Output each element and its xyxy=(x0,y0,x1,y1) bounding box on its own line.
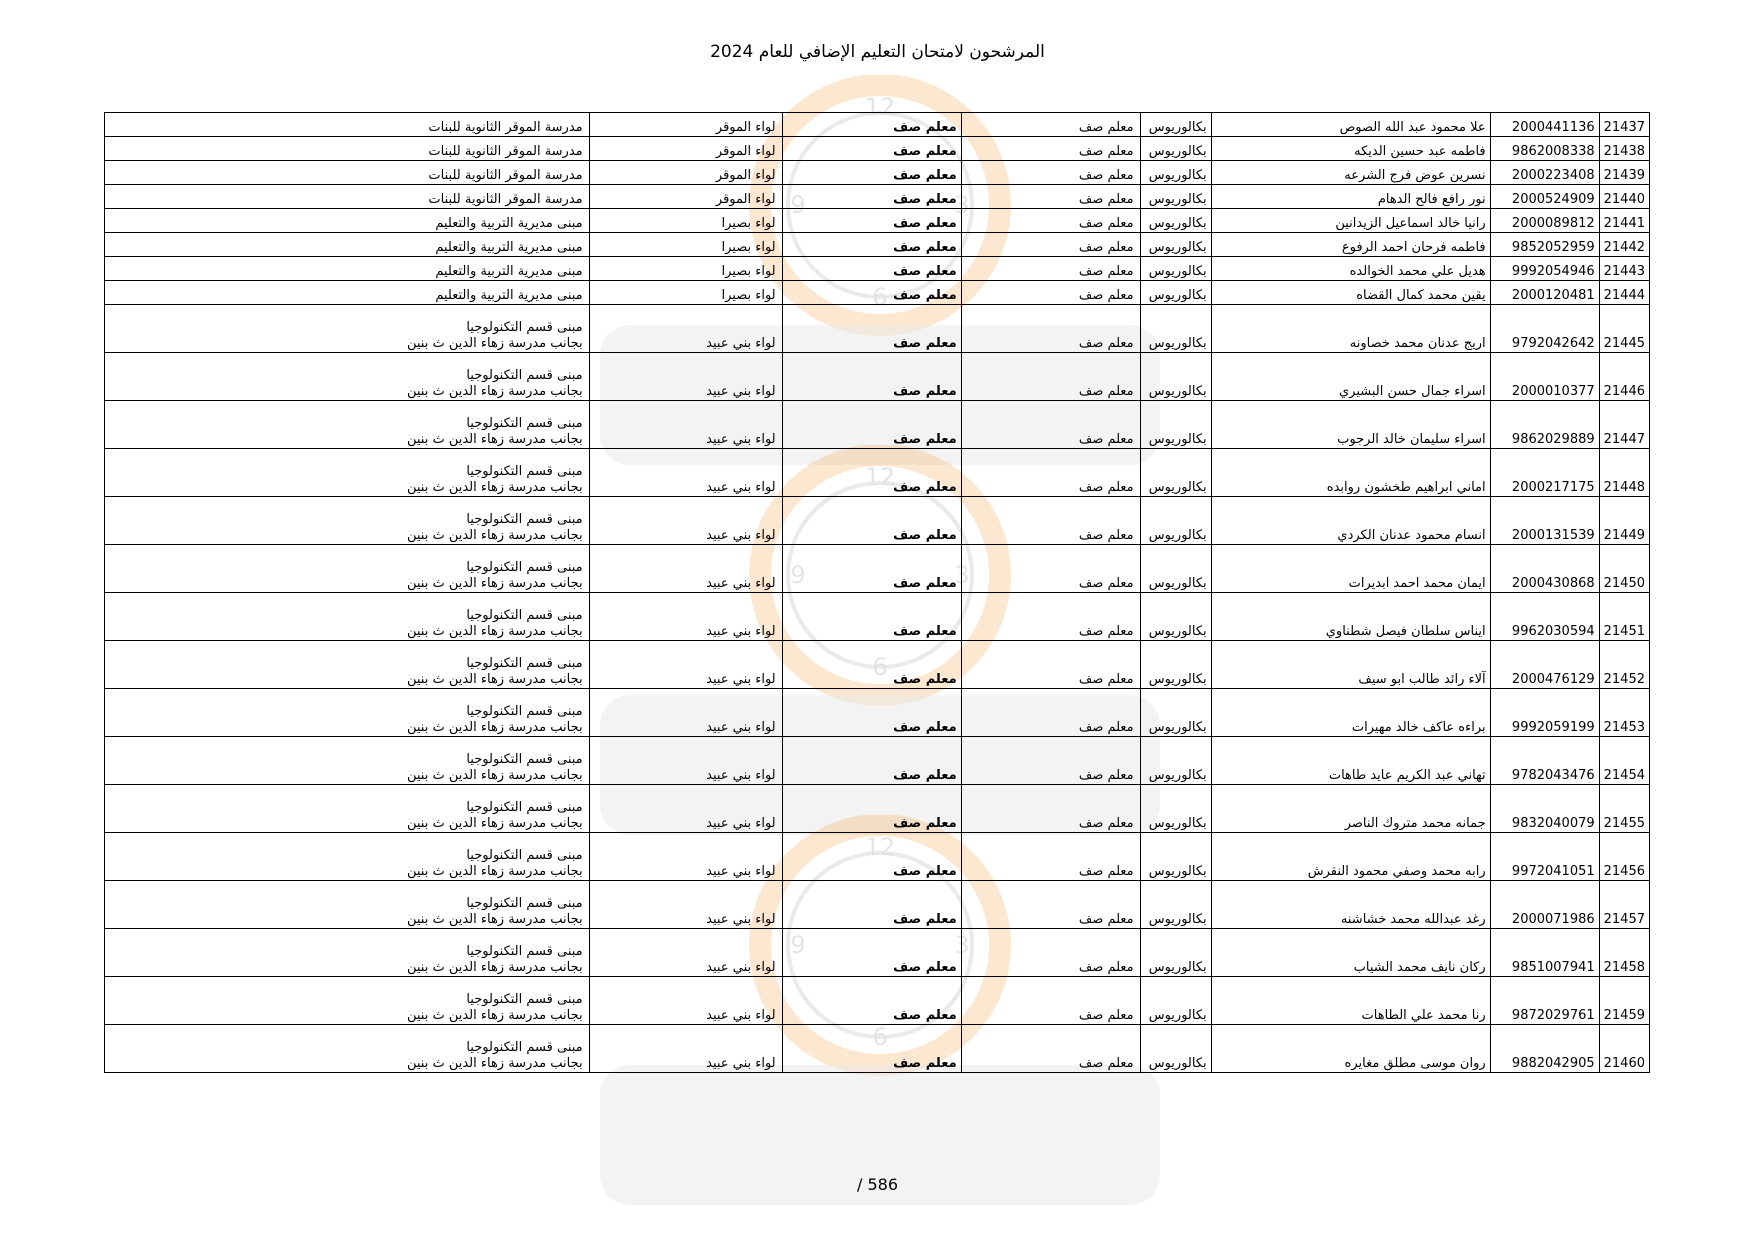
exam-center-line-1: مبنى مديرية التربية والتعليم xyxy=(435,264,583,279)
exam-center-line-1: مبنى قسم التكنولوجيا xyxy=(466,368,583,383)
row-exam-center xyxy=(105,641,590,689)
row-exam-subject: معلم صف xyxy=(782,497,961,545)
table-row xyxy=(105,161,1650,185)
row-exam-center xyxy=(105,305,590,353)
row-degree: بكالوريوس xyxy=(1140,185,1211,209)
row-district: لواء بني عبيد xyxy=(589,977,782,1025)
row-district: لواء الموقر xyxy=(589,185,782,209)
row-name: يقين محمد كمال القضاه xyxy=(1211,281,1490,305)
row-national-id: 9992054946 xyxy=(1490,257,1599,281)
row-exam-center xyxy=(105,545,590,593)
exam-center-line-1: مبنى قسم التكنولوجيا xyxy=(466,464,583,479)
row-specialization: معلم صف xyxy=(961,497,1140,545)
row-seq: 21452 xyxy=(1599,641,1649,689)
row-exam-center xyxy=(105,881,590,929)
row-seq: 21456 xyxy=(1599,833,1649,881)
table-row xyxy=(105,449,1650,497)
row-exam-subject: معلم صف xyxy=(782,1025,961,1073)
row-seq: 21439 xyxy=(1599,161,1649,185)
svg-text:9: 9 xyxy=(790,561,806,589)
row-exam-subject: معلم صف xyxy=(782,281,961,305)
exam-center-line-1: مبنى قسم التكنولوجيا xyxy=(466,320,583,335)
svg-text:9: 9 xyxy=(790,931,806,959)
row-degree: بكالوريوس xyxy=(1140,305,1211,353)
table-row xyxy=(105,833,1650,881)
page-title: المرشحون لامتحان التعليم الإضافي للعام 2024 xyxy=(710,42,1045,62)
row-district: لواء بني عبيد xyxy=(589,449,782,497)
row-exam-subject: معلم صف xyxy=(782,881,961,929)
row-seq: 21458 xyxy=(1599,929,1649,977)
row-specialization: معلم صف xyxy=(961,881,1140,929)
row-seq: 21446 xyxy=(1599,353,1649,401)
row-specialization: معلم صف xyxy=(961,305,1140,353)
table-row xyxy=(105,593,1650,641)
row-exam-center xyxy=(105,281,590,305)
row-district: لواء بني عبيد xyxy=(589,1025,782,1073)
exam-center-line-2: بجانب مدرسة زهاء الدين ث بنين xyxy=(406,336,583,351)
svg-text:12: 12 xyxy=(864,833,896,861)
table-row xyxy=(105,305,1650,353)
exam-center-line-2: بجانب مدرسة زهاء الدين ث بنين xyxy=(406,912,583,927)
row-name: روان موسى مطلق مغايره xyxy=(1211,1025,1490,1073)
exam-center-line-2: بجانب مدرسة زهاء الدين ث بنين xyxy=(406,672,583,687)
row-exam-center xyxy=(105,401,590,449)
row-national-id: 9792042642 xyxy=(1490,305,1599,353)
svg-text:3: 3 xyxy=(954,191,970,219)
row-degree: بكالوريوس xyxy=(1140,449,1211,497)
table-row xyxy=(105,185,1650,209)
exam-center-line-1: مبنى قسم التكنولوجيا xyxy=(466,896,583,911)
exam-center-line-2: بجانب مدرسة زهاء الدين ث بنين xyxy=(406,768,583,783)
table-row xyxy=(105,497,1650,545)
row-national-id: 2000430868 xyxy=(1490,545,1599,593)
row-specialization: معلم صف xyxy=(961,929,1140,977)
row-seq: 21441 xyxy=(1599,209,1649,233)
table-row xyxy=(105,1025,1650,1073)
row-degree: بكالوريوس xyxy=(1140,1025,1211,1073)
row-national-id: 2000089812 xyxy=(1490,209,1599,233)
svg-text:3: 3 xyxy=(954,561,970,589)
exam-center-line-1: مدرسة الموقر الثانوية للبنات xyxy=(428,168,583,183)
row-degree: بكالوريوس xyxy=(1140,785,1211,833)
row-name: اريج عدنان محمد خصاونه xyxy=(1211,305,1490,353)
table-row xyxy=(105,137,1650,161)
exam-center-line-2: بجانب مدرسة زهاء الدين ث بنين xyxy=(406,816,583,831)
svg-text:12: 12 xyxy=(864,93,896,121)
exam-center-line-2: بجانب مدرسة زهاء الدين ث بنين xyxy=(406,1056,583,1071)
exam-center-line-2: بجانب مدرسة زهاء الدين ث بنين xyxy=(406,384,583,399)
row-district: لواء بني عبيد xyxy=(589,401,782,449)
row-degree: بكالوريوس xyxy=(1140,161,1211,185)
row-district: لواء بني عبيد xyxy=(589,593,782,641)
row-exam-subject: معلم صف xyxy=(782,929,961,977)
table-row xyxy=(105,641,1650,689)
row-exam-subject: معلم صف xyxy=(782,209,961,233)
exam-center-line-1: مدرسة الموقر الثانوية للبنات xyxy=(428,120,583,135)
row-exam-subject: معلم صف xyxy=(782,593,961,641)
exam-center-line-1: مدرسة الموقر الثانوية للبنات xyxy=(428,144,583,159)
row-seq: 21454 xyxy=(1599,737,1649,785)
svg-text:9: 9 xyxy=(790,191,806,219)
row-exam-center xyxy=(105,185,590,209)
row-exam-center xyxy=(105,353,590,401)
row-specialization: معلم صف xyxy=(961,833,1140,881)
row-exam-subject: معلم صف xyxy=(782,113,961,137)
row-seq: 21459 xyxy=(1599,977,1649,1025)
row-exam-subject: معلم صف xyxy=(782,641,961,689)
exam-center-line-1: مبنى قسم التكنولوجيا xyxy=(466,704,583,719)
row-national-id: 2000217175 xyxy=(1490,449,1599,497)
row-seq: 21453 xyxy=(1599,689,1649,737)
row-seq: 21447 xyxy=(1599,401,1649,449)
row-national-id: 9862008338 xyxy=(1490,137,1599,161)
row-exam-subject: معلم صف xyxy=(782,833,961,881)
row-degree: بكالوريوس xyxy=(1140,593,1211,641)
row-name: ركان نايف محمد الشياب xyxy=(1211,929,1490,977)
row-specialization: معلم صف xyxy=(961,1025,1140,1073)
row-district: لواء بني عبيد xyxy=(589,497,782,545)
exam-center-line-1: مبنى قسم التكنولوجيا xyxy=(466,848,583,863)
row-national-id: 9862029889 xyxy=(1490,401,1599,449)
row-seq: 21444 xyxy=(1599,281,1649,305)
table-row xyxy=(105,545,1650,593)
exam-center-line-2: بجانب مدرسة زهاء الدين ث بنين xyxy=(406,960,583,975)
row-exam-center xyxy=(105,833,590,881)
row-seq: 21448 xyxy=(1599,449,1649,497)
exam-center-line-1: مبنى قسم التكنولوجيا xyxy=(466,416,583,431)
row-name: انسام محمود عدنان الكردي xyxy=(1211,497,1490,545)
row-degree: بكالوريوس xyxy=(1140,137,1211,161)
row-district: لواء الموقر xyxy=(589,137,782,161)
row-degree: بكالوريوس xyxy=(1140,353,1211,401)
page-number: / 586 xyxy=(856,1175,898,1194)
row-degree: بكالوريوس xyxy=(1140,737,1211,785)
row-specialization: معلم صف xyxy=(961,185,1140,209)
row-district: لواء بصيرا xyxy=(589,233,782,257)
row-national-id: 9852052959 xyxy=(1490,233,1599,257)
row-exam-subject: معلم صف xyxy=(782,257,961,281)
row-national-id: 2000441136 xyxy=(1490,113,1599,137)
exam-center-line-1: مبنى مديرية التربية والتعليم xyxy=(435,288,583,303)
row-national-id: 9782043476 xyxy=(1490,737,1599,785)
table-body xyxy=(105,113,1650,1073)
row-specialization: معلم صف xyxy=(961,593,1140,641)
exam-center-line-1: مبنى قسم التكنولوجيا xyxy=(466,800,583,815)
row-exam-subject: معلم صف xyxy=(782,785,961,833)
row-seq: 21449 xyxy=(1599,497,1649,545)
row-exam-center xyxy=(105,1025,590,1073)
row-district: لواء بني عبيد xyxy=(589,689,782,737)
row-specialization: معلم صف xyxy=(961,545,1140,593)
row-seq: 21438 xyxy=(1599,137,1649,161)
row-exam-center xyxy=(105,977,590,1025)
row-national-id: 2000476129 xyxy=(1490,641,1599,689)
row-name: نور رافع فالح الدهام xyxy=(1211,185,1490,209)
table-row xyxy=(105,689,1650,737)
row-specialization: معلم صف xyxy=(961,449,1140,497)
table-row xyxy=(105,233,1650,257)
row-district: لواء بصيرا xyxy=(589,281,782,305)
row-degree: بكالوريوس xyxy=(1140,281,1211,305)
row-name: جمانه محمد متروك الناصر xyxy=(1211,785,1490,833)
row-exam-subject: معلم صف xyxy=(782,689,961,737)
row-exam-center xyxy=(105,449,590,497)
row-specialization: معلم صف xyxy=(961,353,1140,401)
table-row xyxy=(105,401,1650,449)
row-name: ايناس سلطان فيصل شطناوي xyxy=(1211,593,1490,641)
row-degree: بكالوريوس xyxy=(1140,209,1211,233)
exam-center-line-2: بجانب مدرسة زهاء الدين ث بنين xyxy=(406,720,583,735)
row-specialization: معلم صف xyxy=(961,785,1140,833)
table-row xyxy=(105,113,1650,137)
svg-text:12: 12 xyxy=(864,463,896,491)
table-row xyxy=(105,881,1650,929)
row-national-id: 2000223408 xyxy=(1490,161,1599,185)
exam-center-line-1: مبنى قسم التكنولوجيا xyxy=(466,656,583,671)
row-exam-subject: معلم صف xyxy=(782,233,961,257)
svg-text:6: 6 xyxy=(872,283,888,311)
row-name: اماني ابراهيم طخشون روابده xyxy=(1211,449,1490,497)
row-name: رغد عبدالله محمد خشاشنه xyxy=(1211,881,1490,929)
row-specialization: معلم صف xyxy=(961,137,1140,161)
row-exam-subject: معلم صف xyxy=(782,161,961,185)
row-national-id: 2000071986 xyxy=(1490,881,1599,929)
exam-center-line-1: مبنى مديرية التربية والتعليم xyxy=(435,240,583,255)
svg-text:6: 6 xyxy=(872,1023,888,1051)
row-district: لواء الموقر xyxy=(589,161,782,185)
row-exam-center xyxy=(105,137,590,161)
row-seq: 21445 xyxy=(1599,305,1649,353)
row-district: لواء بني عبيد xyxy=(589,881,782,929)
row-degree: بكالوريوس xyxy=(1140,977,1211,1025)
exam-center-line-1: مبنى قسم التكنولوجيا xyxy=(466,512,583,527)
exam-center-line-1: مدرسة الموقر الثانوية للبنات xyxy=(428,192,583,207)
row-exam-subject: معلم صف xyxy=(782,137,961,161)
row-name: رانيا خالد اسماعيل الزيدانين xyxy=(1211,209,1490,233)
exam-center-line-1: مبنى قسم التكنولوجيا xyxy=(466,992,583,1007)
row-name: رابه محمد وصفي محمود النقرش xyxy=(1211,833,1490,881)
row-degree: بكالوريوس xyxy=(1140,233,1211,257)
row-name: علا محمود عبد الله الصوص xyxy=(1211,113,1490,137)
exam-center-line-1: مبنى قسم التكنولوجيا xyxy=(466,752,583,767)
row-name: تهاني عبد الكريم عايد طاهات xyxy=(1211,737,1490,785)
svg-text:3: 3 xyxy=(954,931,970,959)
row-exam-center xyxy=(105,593,590,641)
row-district: لواء بني عبيد xyxy=(589,641,782,689)
row-name: نسرين عوض فرج الشرعه xyxy=(1211,161,1490,185)
row-seq: 21443 xyxy=(1599,257,1649,281)
exam-center-line-1: مبنى قسم التكنولوجيا xyxy=(466,1040,583,1055)
row-exam-subject: معلم صف xyxy=(782,545,961,593)
row-district: لواء بني عبيد xyxy=(589,353,782,401)
exam-center-line-1: مبنى قسم التكنولوجيا xyxy=(466,944,583,959)
row-seq: 21451 xyxy=(1599,593,1649,641)
table-row xyxy=(105,353,1650,401)
row-name: فاطمه عبد حسين الديكه xyxy=(1211,137,1490,161)
row-degree: بكالوريوس xyxy=(1140,833,1211,881)
row-exam-subject: معلم صف xyxy=(782,185,961,209)
table-row xyxy=(105,929,1650,977)
row-specialization: معلم صف xyxy=(961,161,1140,185)
row-national-id: 2000120481 xyxy=(1490,281,1599,305)
row-specialization: معلم صف xyxy=(961,233,1140,257)
exam-center-line-2: بجانب مدرسة زهاء الدين ث بنين xyxy=(406,1008,583,1023)
row-exam-center xyxy=(105,497,590,545)
row-national-id: 9832040079 xyxy=(1490,785,1599,833)
row-national-id: 9882042905 xyxy=(1490,1025,1599,1073)
row-district: لواء بني عبيد xyxy=(589,785,782,833)
row-exam-center xyxy=(105,785,590,833)
row-specialization: معلم صف xyxy=(961,737,1140,785)
row-exam-subject: معلم صف xyxy=(782,449,961,497)
table-row xyxy=(105,257,1650,281)
row-name: ايمان محمد احمد ابديرات xyxy=(1211,545,1490,593)
row-degree: بكالوريوس xyxy=(1140,881,1211,929)
row-district: لواء بني عبيد xyxy=(589,833,782,881)
table-row xyxy=(105,737,1650,785)
table-row xyxy=(105,977,1650,1025)
row-district: لواء بصيرا xyxy=(589,257,782,281)
row-exam-center xyxy=(105,161,590,185)
exam-center-line-2: بجانب مدرسة زهاء الدين ث بنين xyxy=(406,864,583,879)
row-degree: بكالوريوس xyxy=(1140,401,1211,449)
exam-center-line-2: بجانب مدرسة زهاء الدين ث بنين xyxy=(406,528,583,543)
exam-center-line-1: مبنى قسم التكنولوجيا xyxy=(466,608,583,623)
row-name: هديل علي محمد الخوالده xyxy=(1211,257,1490,281)
row-specialization: معلم صف xyxy=(961,401,1140,449)
row-national-id: 9992059199 xyxy=(1490,689,1599,737)
exam-center-line-2: بجانب مدرسة زهاء الدين ث بنين xyxy=(406,624,583,639)
row-degree: بكالوريوس xyxy=(1140,545,1211,593)
exam-center-line-2: بجانب مدرسة زهاء الدين ث بنين xyxy=(406,432,583,447)
row-name: آلاء رائد طالب ابو سيف xyxy=(1211,641,1490,689)
table-row xyxy=(105,281,1650,305)
row-name: اسراء سليمان خالد الرجوب xyxy=(1211,401,1490,449)
row-district: لواء الموقر xyxy=(589,113,782,137)
row-district: لواء بني عبيد xyxy=(589,305,782,353)
row-exam-center xyxy=(105,233,590,257)
row-name: براءه عاكف خالد مهيرات xyxy=(1211,689,1490,737)
row-exam-center xyxy=(105,257,590,281)
exam-center-line-2: بجانب مدرسة زهاء الدين ث بنين xyxy=(406,576,583,591)
row-name: اسراء جمال حسن البشيري xyxy=(1211,353,1490,401)
row-name: فاطمه فرحان احمد الرفوع xyxy=(1211,233,1490,257)
row-seq: 21450 xyxy=(1599,545,1649,593)
row-degree: بكالوريوس xyxy=(1140,689,1211,737)
row-specialization: معلم صف xyxy=(961,977,1140,1025)
row-national-id: 9851007941 xyxy=(1490,929,1599,977)
row-exam-center xyxy=(105,113,590,137)
row-degree: بكالوريوس xyxy=(1140,257,1211,281)
row-degree: بكالوريوس xyxy=(1140,497,1211,545)
row-specialization: معلم صف xyxy=(961,641,1140,689)
row-exam-center xyxy=(105,929,590,977)
row-district: لواء بني عبيد xyxy=(589,737,782,785)
table-row xyxy=(105,785,1650,833)
row-national-id: 2000131539 xyxy=(1490,497,1599,545)
row-seq: 21442 xyxy=(1599,233,1649,257)
row-exam-center xyxy=(105,689,590,737)
row-district: لواء بني عبيد xyxy=(589,929,782,977)
table-row xyxy=(105,209,1650,233)
row-seq: 21455 xyxy=(1599,785,1649,833)
candidates-table xyxy=(104,112,1650,1073)
row-national-id: 9962030594 xyxy=(1490,593,1599,641)
row-national-id: 9972041051 xyxy=(1490,833,1599,881)
row-exam-center xyxy=(105,209,590,233)
row-district: لواء بني عبيد xyxy=(589,545,782,593)
row-specialization: معلم صف xyxy=(961,257,1140,281)
row-specialization: معلم صف xyxy=(961,281,1140,305)
row-exam-subject: معلم صف xyxy=(782,353,961,401)
row-exam-subject: معلم صف xyxy=(782,401,961,449)
row-national-id: 9872029761 xyxy=(1490,977,1599,1025)
row-degree: بكالوريوس xyxy=(1140,113,1211,137)
row-degree: بكالوريوس xyxy=(1140,929,1211,977)
row-exam-center xyxy=(105,737,590,785)
svg-text:6: 6 xyxy=(872,653,888,681)
exam-center-line-2: بجانب مدرسة زهاء الدين ث بنين xyxy=(406,480,583,495)
row-seq: 21437 xyxy=(1599,113,1649,137)
row-degree: بكالوريوس xyxy=(1140,641,1211,689)
exam-center-line-1: مبنى مديرية التربية والتعليم xyxy=(435,216,583,231)
row-specialization: معلم صف xyxy=(961,113,1140,137)
row-seq: 21457 xyxy=(1599,881,1649,929)
row-exam-subject: معلم صف xyxy=(782,305,961,353)
row-seq: 21460 xyxy=(1599,1025,1649,1073)
row-specialization: معلم صف xyxy=(961,689,1140,737)
row-specialization: معلم صف xyxy=(961,209,1140,233)
row-exam-subject: معلم صف xyxy=(782,977,961,1025)
row-seq: 21440 xyxy=(1599,185,1649,209)
row-national-id: 2000010377 xyxy=(1490,353,1599,401)
exam-center-line-1: مبنى قسم التكنولوجيا xyxy=(466,560,583,575)
row-exam-subject: معلم صف xyxy=(782,737,961,785)
row-district: لواء بصيرا xyxy=(589,209,782,233)
row-name: رنا محمد علي الطاهات xyxy=(1211,977,1490,1025)
row-national-id: 2000524909 xyxy=(1490,185,1599,209)
